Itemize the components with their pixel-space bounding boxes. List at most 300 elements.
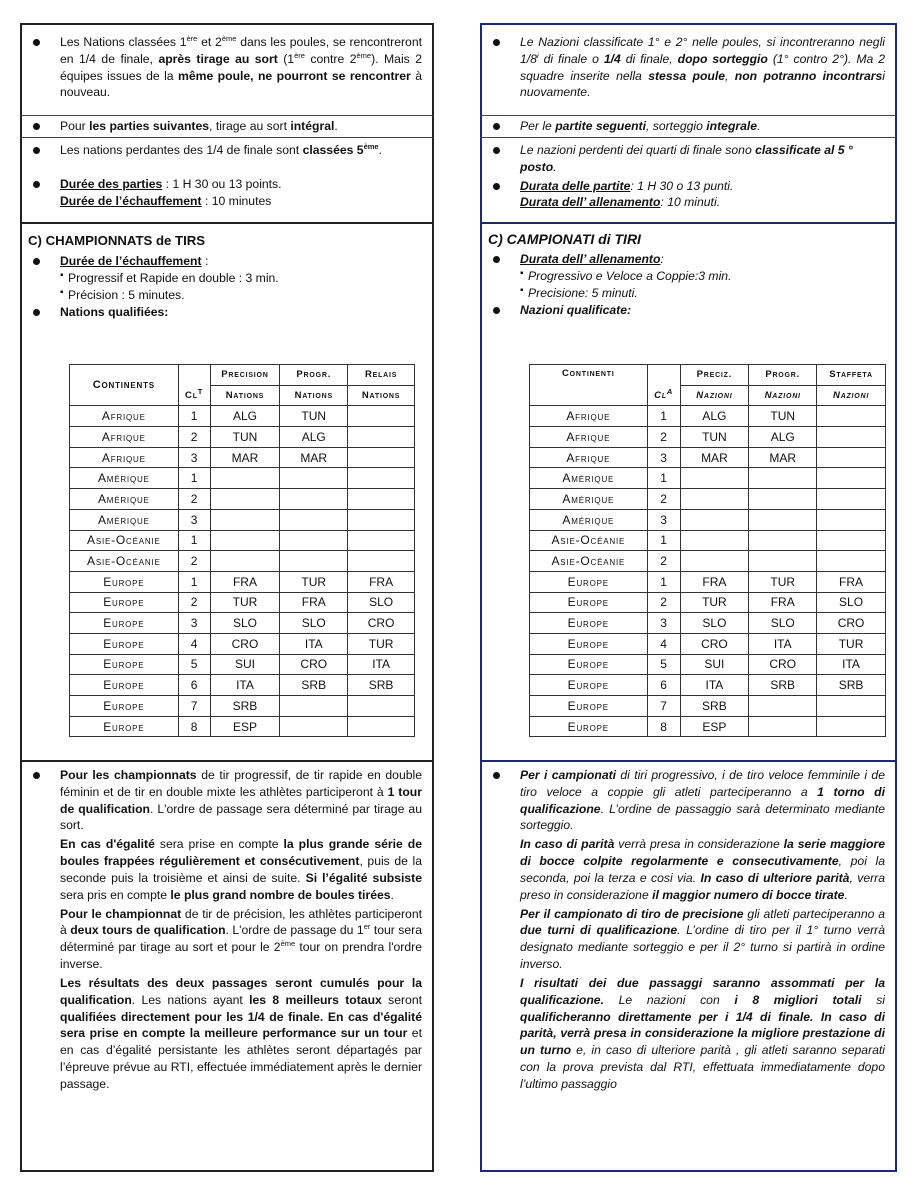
text: .	[334, 119, 338, 133]
table-row	[530, 633, 886, 654]
precision-cell: SUI	[210, 654, 280, 675]
text: et 2	[197, 35, 222, 49]
continent-cell: Asie-Océanie	[530, 530, 648, 551]
text: Si l’égalité subsiste	[305, 870, 422, 885]
text: Per il campionato di tiro de precisione	[520, 906, 744, 921]
text: A	[666, 386, 674, 396]
rank-cell: 2	[647, 427, 680, 448]
table-row	[70, 427, 415, 448]
table-row	[530, 509, 886, 530]
rank-header	[178, 385, 210, 406]
text: .	[378, 143, 382, 157]
table-row	[70, 468, 415, 489]
text: il maggior numero di bocce tirate	[652, 887, 845, 902]
fr-losers-rule	[22, 142, 432, 159]
precision-cell: TUN	[680, 427, 749, 448]
precision-cell: CRO	[210, 633, 280, 654]
table-row	[530, 696, 886, 717]
text: T	[197, 386, 204, 396]
progressive-cell	[280, 530, 348, 551]
rank-header	[647, 385, 680, 406]
text: dopo sorteggio	[677, 51, 768, 66]
text: Durée des parties	[60, 176, 163, 191]
text: la plus grande série de boules frappées régulièrement et consécutivement	[60, 837, 422, 869]
text: si	[861, 992, 885, 1007]
relay-cell	[348, 447, 415, 468]
rank-cell: 4	[178, 633, 210, 654]
progressive-cell	[280, 551, 348, 572]
continents-header: Continents	[70, 365, 179, 406]
text: Les Nations classées 1	[60, 35, 187, 49]
table-row	[70, 654, 415, 675]
progressive-cell: TUN	[749, 406, 817, 427]
table-row	[70, 675, 415, 696]
table-row	[530, 468, 886, 489]
continent-cell: Amérique	[70, 509, 179, 530]
nations-header: Nations	[280, 385, 348, 406]
precision-cell	[210, 509, 280, 530]
continent-cell: Europe	[70, 696, 179, 717]
continent-cell: Europe	[530, 592, 648, 613]
table-row	[530, 571, 886, 592]
relay-cell	[348, 530, 415, 551]
progressive-cell: SRB	[280, 675, 348, 696]
text: Durée de l’échauffement	[60, 254, 202, 269]
progressive-cell: TUR	[280, 571, 348, 592]
continent-cell: Asie-Océanie	[70, 530, 179, 551]
text: In caso di ulteriore parità	[700, 870, 850, 885]
relay-cell	[348, 406, 415, 427]
table-row	[70, 613, 415, 634]
continent-cell: Asie-Océanie	[70, 551, 179, 572]
continent-cell: Europe	[530, 613, 648, 634]
rank-cell: 1	[647, 468, 680, 489]
text: Cl	[654, 389, 667, 401]
precision-cell	[680, 509, 749, 530]
continent-cell: Europe	[70, 592, 179, 613]
relay-cell: ITA	[348, 654, 415, 675]
text: Pour les championnats	[60, 768, 197, 782]
rank-cell: 2	[178, 489, 210, 510]
progressive-cell	[749, 489, 817, 510]
continent-cell: Afrique	[530, 406, 648, 427]
nations-header: Nazioni	[817, 385, 886, 406]
rank-cell: 1	[178, 530, 210, 551]
text: deux tours de qualification	[70, 923, 226, 938]
table-row	[530, 489, 886, 510]
text: In caso di parità	[520, 837, 615, 852]
rank-cell: 2	[178, 551, 210, 572]
progressive-cell: TUN	[280, 406, 348, 427]
rank-cell: 1	[178, 571, 210, 592]
fr-pools-block	[20, 23, 434, 121]
precision-cell: ALG	[680, 406, 749, 427]
progressive-cell	[280, 489, 348, 510]
paragraph	[520, 836, 885, 903]
table-row	[70, 696, 415, 717]
it-rules-block	[480, 760, 897, 1172]
rank-cell: 4	[647, 633, 680, 654]
text: Per i campionati	[520, 768, 617, 782]
relay-cell	[817, 468, 886, 489]
text: :	[201, 254, 209, 269]
nations-header: Nazioni	[749, 385, 817, 406]
text: di finale o	[538, 51, 604, 66]
fr-rules-block	[20, 760, 434, 1172]
progressive-cell	[749, 716, 817, 737]
fr-qualified-label: Nations qualifiées:	[22, 304, 432, 321]
text: ème	[356, 50, 372, 60]
text: di tiri progressivo, i de tiro veloce femminile i de tiro veloce a coppie gli atleti parteciperanno a	[520, 768, 885, 799]
progressive-cell	[280, 696, 348, 717]
paragraph	[520, 906, 885, 973]
continent-cell: Amérique	[70, 489, 179, 510]
text: de tir progressif, de tir rapide en double féminin et de tir en double mixte les athlètes participeront à	[60, 768, 423, 799]
progressive-cell: SLO	[280, 613, 348, 634]
precision-cell: MAR	[680, 447, 749, 468]
relay-cell	[817, 427, 886, 448]
progressive-cell: ITA	[280, 633, 348, 654]
table-row	[70, 571, 415, 592]
text: ,	[725, 68, 735, 83]
progressive-cell: CRO	[749, 654, 817, 675]
text: qualificheranno direttamente per i 1/4 di finale. In caso di parità, verrà presa in considerazione la migliore prestazione di un turno	[520, 1009, 885, 1058]
text: (1° contro 2°). Ma 2 squadre inserite nella	[520, 51, 885, 83]
progressive-cell: CRO	[280, 654, 348, 675]
text: ). Mais 2 équipes issues de la	[60, 51, 422, 83]
precision-cell: ALG	[210, 406, 280, 427]
text: le plus grand nombre de boules tirées	[170, 887, 391, 902]
continent-cell: Afrique	[530, 447, 648, 468]
text: i nuovamente.	[520, 68, 885, 100]
text: seront	[381, 992, 422, 1007]
rank-cell: 6	[647, 675, 680, 696]
fr-shooting-block	[20, 222, 434, 772]
progressive-cell: ALG	[280, 427, 348, 448]
table-row	[70, 633, 415, 654]
it-next-rule	[482, 118, 895, 135]
text: .	[390, 887, 394, 902]
text: 1 tour de qualification	[60, 784, 422, 816]
continent-cell: Europe	[70, 633, 179, 654]
text: Durata dell’ allenamento	[520, 252, 661, 267]
precision-cell: SLO	[680, 613, 749, 634]
progressive-cell	[280, 716, 348, 737]
table-row	[530, 406, 886, 427]
precision-cell	[210, 468, 280, 489]
rank-cell: 1	[178, 406, 210, 427]
relay-cell	[817, 696, 886, 717]
progressive-cell: MAR	[280, 447, 348, 468]
it-pools-block	[480, 23, 897, 121]
text: la serie maggiore di bocce colpite regolarmente e consecutivamente	[520, 837, 885, 869]
relay-cell	[348, 696, 415, 717]
text: , tirage au sort	[209, 119, 291, 133]
relay-cell	[817, 530, 886, 551]
it-warmup-item: ▪ Progressivo e Veloce a Coppie:3 min.	[482, 268, 895, 285]
it-rules-text	[482, 767, 895, 1093]
french-column	[20, 23, 434, 1172]
relay-header: Relais	[348, 365, 415, 386]
continent-cell: Amérique	[530, 489, 648, 510]
text: Cl	[185, 389, 198, 401]
table-row	[530, 447, 886, 468]
text: Les résultats des deux passages seront cumulés pour la qualification	[60, 975, 422, 1007]
it-losers-block	[480, 137, 897, 224]
text: : 1 H 30 ou 13 points.	[162, 176, 282, 191]
precision-header: Precision	[210, 365, 280, 386]
text: les 8 meilleurs totaux	[249, 992, 382, 1007]
precision-cell: TUN	[210, 427, 280, 448]
text: Le nazioni perdenti dei quarti di finale sono	[520, 143, 756, 157]
fr-qualified-table	[69, 364, 415, 737]
text: Per le	[520, 119, 556, 133]
table-row	[530, 592, 886, 613]
relay-cell: FRA	[817, 571, 886, 592]
fr-losers-block	[20, 137, 434, 224]
text: : 1 H 30 o 13 punti.	[630, 178, 734, 193]
text: verrà presa in considerazione	[614, 837, 784, 852]
rank-cell: 2	[178, 592, 210, 613]
precision-cell: ITA	[680, 675, 749, 696]
fr-warmup-item: ▪ Précision : 5 minutes.	[22, 287, 432, 304]
rank-cell: 8	[647, 716, 680, 737]
continent-cell: Europe	[70, 654, 179, 675]
precision-cell: ESP	[210, 716, 280, 737]
progressive-cell: SRB	[749, 675, 817, 696]
text: , puis de la seconde puis la troisième et ainsi de suite.	[60, 854, 422, 885]
text: . L'ordre de passage du 1	[225, 923, 364, 938]
text: Durata dell’ allenamento	[520, 195, 661, 210]
text: intégral	[290, 119, 335, 133]
continent-cell: Amérique	[530, 509, 648, 530]
continents-header: Continenti	[530, 365, 648, 406]
continent-cell: Afrique	[70, 427, 179, 448]
text: integrale	[706, 119, 758, 133]
text: de tir de précision, les athlètes participeront à	[60, 906, 422, 938]
precision-cell: ESP	[680, 716, 749, 737]
precision-cell	[680, 530, 749, 551]
rank-cell: 1	[647, 571, 680, 592]
table-row	[530, 716, 886, 737]
rank-cell: 6	[178, 675, 210, 696]
text: ère	[186, 33, 198, 43]
rank-cell: 3	[647, 613, 680, 634]
relay-cell	[348, 427, 415, 448]
relay-cell	[817, 509, 886, 530]
it-qualified-label: Nazioni qualificate:	[482, 302, 895, 319]
fr-section-title: C) CHAMPIONNATS de TIRS	[28, 233, 206, 248]
text: .	[844, 887, 848, 902]
progressive-header: Progr.	[280, 365, 348, 386]
it-duration-rule	[482, 178, 895, 212]
text: ème	[363, 141, 379, 151]
table-row	[530, 613, 886, 634]
text: i	[536, 50, 539, 60]
continent-cell: Europe	[530, 633, 648, 654]
continent-cell: Afrique	[70, 406, 179, 427]
rank-cell: 5	[178, 654, 210, 675]
text: :	[660, 252, 664, 267]
it-qualified-table	[529, 364, 886, 737]
rank-cell: 3	[647, 447, 680, 468]
rank-cell: 3	[178, 613, 210, 634]
text: Les nations perdantes des 1/4 de finale sont	[60, 143, 303, 157]
continent-cell: Asie-Océanie	[530, 551, 648, 572]
progressive-cell: MAR	[749, 447, 817, 468]
progressive-cell: ITA	[749, 633, 817, 654]
progressive-cell: FRA	[280, 592, 348, 613]
text: non potranno incontrars	[734, 68, 883, 83]
table-row	[70, 530, 415, 551]
text: même poule, ne pourront se rencontrer	[178, 68, 411, 83]
table-row	[530, 654, 886, 675]
text: er	[363, 922, 371, 932]
text: qualifiées directement pour les 1/4 de finale. En cas d'égalité sera prise en compte la meilleure performance sur un tour	[60, 1009, 422, 1041]
progressive-cell	[749, 530, 817, 551]
continent-cell: Europe	[70, 613, 179, 634]
table-row	[530, 427, 886, 448]
precision-cell: SUI	[680, 654, 749, 675]
paragraph	[520, 975, 885, 1093]
progressive-cell: TUR	[749, 571, 817, 592]
precision-cell: SRB	[210, 696, 280, 717]
precision-cell: TUR	[210, 592, 280, 613]
it-next-block	[480, 115, 897, 139]
text: 1/4	[603, 51, 621, 66]
text: sera pris en compte	[60, 887, 171, 902]
relay-cell	[817, 551, 886, 572]
continent-cell: Europe	[530, 675, 648, 696]
it-pools-rule	[482, 34, 895, 101]
table-row	[70, 447, 415, 468]
rank-cell: 7	[178, 696, 210, 717]
text: . L’ordine de passaggio sarà determinato mediante sorteggio.	[520, 801, 885, 833]
continent-cell: Europe	[530, 716, 648, 737]
table-row	[530, 551, 886, 572]
text: : 10 minuti.	[660, 195, 721, 210]
continent-cell: Afrique	[530, 427, 648, 448]
text: tour sera déterminé par tirage au sort et pour le 2	[60, 923, 422, 955]
relay-cell: CRO	[817, 613, 886, 634]
precision-cell	[680, 489, 749, 510]
progressive-cell	[749, 551, 817, 572]
rank-cell: 1	[647, 530, 680, 551]
fr-warmup-item: ▪ Progressif et Rapide en double : 3 min.	[22, 270, 432, 287]
text: .	[757, 119, 761, 133]
text: Le Nazioni classificate 1° e 2° nelle poules, si incontreranno negli 1/8	[520, 35, 885, 66]
relay-cell: SLO	[348, 592, 415, 613]
progressive-header: Progr.	[749, 365, 817, 386]
rank-cell: 2	[647, 489, 680, 510]
progressive-cell	[749, 468, 817, 489]
relay-cell	[348, 489, 415, 510]
text: et en cas d’égalité persistante les athlètes seront départagés par l’épreuve prévue au RTI, effectuée immédiatement après le dernier passage.	[60, 1026, 422, 1091]
text: Pour	[60, 119, 90, 133]
text: , sorteggio	[645, 119, 707, 133]
text: : 10 minutes	[201, 193, 272, 208]
rank-cell: 2	[647, 592, 680, 613]
fr-next-block	[20, 115, 434, 139]
text: Pour le championnat	[60, 906, 182, 921]
text: . L'ordre de passage sera déterminé par tirage au sort.	[60, 801, 422, 833]
text: , poi la seconda, poi la terza e cosi via.	[520, 854, 885, 885]
precision-cell: FRA	[210, 571, 280, 592]
precision-cell: CRO	[680, 633, 749, 654]
it-section-title: C) CAMPIONATI di TIRI	[488, 231, 641, 247]
relay-cell	[348, 468, 415, 489]
text: di finale,	[620, 51, 678, 66]
paragraph	[60, 975, 422, 1093]
precision-cell: SRB	[680, 696, 749, 717]
continent-cell: Amérique	[70, 468, 179, 489]
text: Durata delle partite	[520, 178, 631, 193]
relay-cell	[348, 551, 415, 572]
paragraph	[60, 836, 422, 903]
text: , verra preso in considerazione	[520, 870, 885, 902]
text: Le nazioni con	[603, 992, 735, 1007]
table-row	[70, 406, 415, 427]
relay-cell	[348, 716, 415, 737]
rank-cell: 3	[647, 509, 680, 530]
it-warmup-item: ▪ Precisione: 5 minuti.	[482, 285, 895, 302]
it-losers-rule	[482, 142, 895, 176]
relay-cell: SRB	[348, 675, 415, 696]
table-row	[70, 509, 415, 530]
precision-cell	[210, 530, 280, 551]
precision-cell	[210, 489, 280, 510]
rank-cell: 8	[178, 716, 210, 737]
relay-cell	[817, 406, 886, 427]
rank-cell: 3	[178, 447, 210, 468]
text: 1 torno di qualificazione	[520, 784, 885, 816]
relay-cell: TUR	[817, 633, 886, 654]
relay-cell: CRO	[348, 613, 415, 634]
progressive-cell: ALG	[749, 427, 817, 448]
table-row	[530, 530, 886, 551]
precision-header: Preciz.	[680, 365, 749, 386]
text: ème	[221, 33, 237, 43]
progressive-cell	[749, 509, 817, 530]
rank-cell: 1	[178, 468, 210, 489]
fr-warmup	[22, 253, 432, 270]
continent-cell: Europe	[70, 716, 179, 737]
relay-cell	[817, 489, 886, 510]
table-row	[70, 551, 415, 572]
continent-cell: Europe	[530, 654, 648, 675]
relay-cell	[348, 509, 415, 530]
precision-cell	[680, 551, 749, 572]
progressive-cell	[749, 696, 817, 717]
continent-cell: Europe	[70, 675, 179, 696]
text: tour on prendra l'ordre inverse.	[60, 940, 422, 972]
precision-cell: TUR	[680, 592, 749, 613]
text: ème	[280, 939, 296, 949]
text: les parties suivantes	[89, 119, 210, 133]
text: gli atleti parteciperanno a	[743, 906, 886, 921]
precision-cell	[210, 551, 280, 572]
nations-header: Nazioni	[680, 385, 749, 406]
table-row	[70, 489, 415, 510]
precision-cell: FRA	[680, 571, 749, 592]
paragraph	[60, 906, 422, 973]
text: contre 2	[304, 51, 357, 66]
relay-cell	[817, 447, 886, 468]
fr-rules-text	[22, 767, 432, 1093]
fr-pools-rule	[22, 34, 432, 120]
continent-cell: Afrique	[70, 447, 179, 468]
precision-cell: SLO	[210, 613, 280, 634]
